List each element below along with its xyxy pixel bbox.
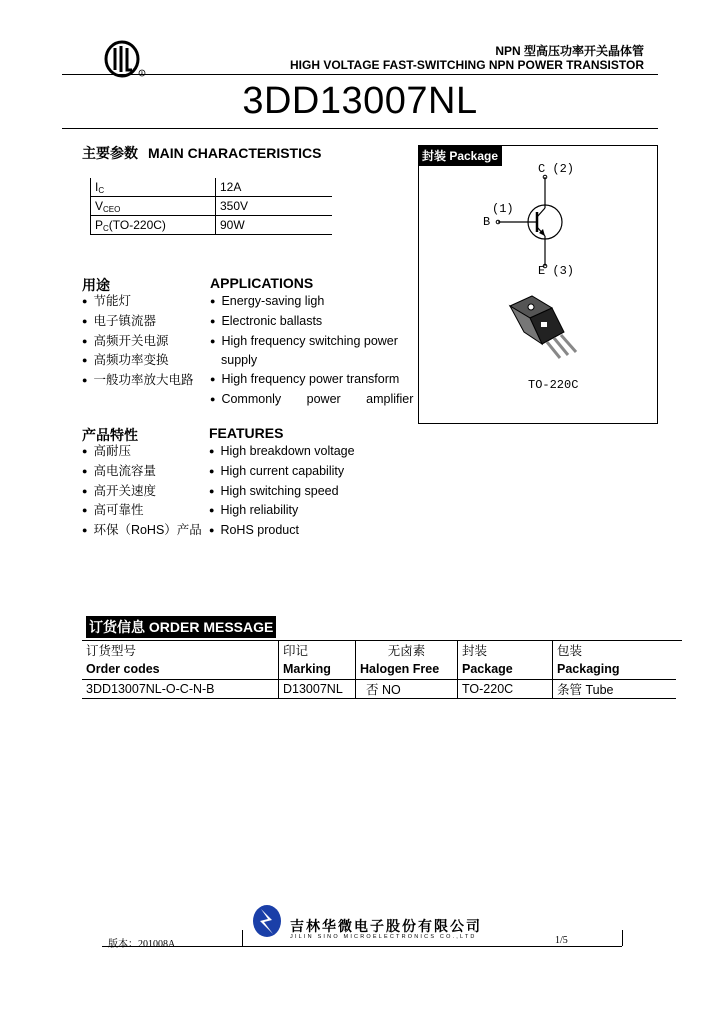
svg-text:R: R <box>140 71 144 76</box>
header-cn-packaging: 包装 <box>557 644 583 658</box>
list-item: ● High frequency switching power <box>210 332 406 352</box>
list-item: ● High current capability <box>209 462 355 482</box>
param-name: $V_{CEO}$ <box>91 197 216 216</box>
param-value: 12A <box>216 178 333 197</box>
pin-base-number: (1) <box>492 202 514 216</box>
list-item: ● 一般功率放大电路 <box>82 371 193 391</box>
cell-package: TO-220C <box>458 680 553 699</box>
pin-emitter-label: E (3) <box>538 264 575 278</box>
to220-package-icon <box>500 292 590 377</box>
list-item: ● Electronic ballasts <box>210 312 406 332</box>
list-item: ● Commonly power amplifier <box>210 390 406 410</box>
company-name-en: JILIN SINO MICROELECTRONICS CO.,LTD <box>290 934 477 940</box>
characteristics-table <box>90 178 332 235</box>
company-logo-top <box>104 40 148 78</box>
param-value: 90W <box>216 216 333 235</box>
page-number: 1/5 <box>555 935 568 946</box>
list-item: ● RoHS product <box>209 521 355 541</box>
footer-separator-left <box>242 930 243 946</box>
header-en-order-codes: Order codes <box>82 659 279 680</box>
pin-base-letter: B <box>483 215 491 229</box>
table-header-row-cn <box>82 641 676 659</box>
list-item: ● 高开关速度 <box>82 482 202 502</box>
npn-transistor-symbol-icon <box>490 172 580 277</box>
footer-divider <box>102 946 622 947</box>
applications-heading-en: APPLICATIONS <box>210 275 314 291</box>
version-label: 版本：201008A <box>108 939 176 950</box>
features-heading-cn: 产品特性 <box>82 427 138 443</box>
list-item: ● 节能灯 <box>82 292 193 312</box>
features-list-cn <box>82 442 202 541</box>
table-row <box>91 216 333 235</box>
header-cn-order-codes: 订货型号 <box>86 644 137 658</box>
param-value: 350V <box>216 197 333 216</box>
main-heading-cn: 主要参数 <box>82 145 138 161</box>
cell-packaging: 条管 Tube <box>553 680 677 699</box>
main-characteristics-heading <box>82 143 321 163</box>
title-divider <box>62 128 658 129</box>
order-table <box>82 641 676 699</box>
list-item: ● 高频功率变换 <box>82 351 193 371</box>
cell-order-code: 3DD13007NL-O-C-N-B <box>82 680 279 699</box>
company-logo-footer <box>250 904 284 938</box>
list-item: ● 高可靠性 <box>82 501 202 521</box>
table-row <box>91 178 333 197</box>
list-item: ● Energy-saving ligh <box>210 292 406 312</box>
features-list-en <box>209 442 355 541</box>
list-item: ● 环保（RoHS）产品 <box>82 521 202 541</box>
subtitle-cn: NPN 型高压功率开关晶体管 <box>495 44 644 58</box>
header-en-halogen: Halogen Free <box>356 659 458 680</box>
header-en-package: Package <box>458 659 553 680</box>
main-heading-en: MAIN CHARACTERISTICS <box>148 145 322 161</box>
header-cn-marking: 印记 <box>283 644 309 658</box>
footer-separator-right <box>622 930 623 946</box>
package-title: 封装 Package <box>418 145 502 166</box>
company-name-cn: 吉林华微电子股份有限公司 <box>290 918 482 934</box>
features-heading-en: FEATURES <box>209 425 284 441</box>
param-name: $I_C$ <box>91 178 216 197</box>
list-item: ● 高耐压 <box>82 442 202 462</box>
pin-collector-label: C (2) <box>538 162 575 176</box>
param-name: $P_C(TO-220C)$ <box>91 216 216 235</box>
list-item: ● High breakdown voltage <box>209 442 355 462</box>
header-en-marking: Marking <box>279 659 356 680</box>
list-item: ● 高电流容量 <box>82 462 202 482</box>
cell-marking: D13007NL <box>279 680 356 699</box>
applications-list-cn <box>82 292 193 391</box>
header-cn-halogen: 无卤素 <box>356 641 458 659</box>
table-header-row-en <box>82 659 676 680</box>
list-item: ● High switching speed <box>209 482 355 502</box>
table-row <box>82 680 676 699</box>
order-message-title: 订货信息 ORDER MESSAGE <box>86 616 276 638</box>
list-item-continued: supply <box>221 353 258 368</box>
cell-halogen: 否 NO <box>356 680 458 699</box>
subtitle-en: HIGH VOLTAGE FAST-SWITCHING NPN POWER TRANSISTOR <box>289 58 644 72</box>
package-label: TO-220C <box>528 378 579 392</box>
applications-heading-cn: 用途 <box>82 277 110 293</box>
table-row <box>91 197 333 216</box>
applications-list-en <box>210 292 414 410</box>
list-item: ● High frequency power transform <box>210 370 406 390</box>
header-divider <box>62 74 658 75</box>
header-cn-package: 封装 <box>462 644 488 658</box>
list-item: ● High reliability <box>209 501 355 521</box>
header-en-packaging: Packaging <box>553 659 677 680</box>
list-item: ● 高频开关电源 <box>82 332 193 352</box>
part-number-title: 3DD13007NL <box>242 80 478 122</box>
list-item: ● 电子镇流器 <box>82 312 193 332</box>
